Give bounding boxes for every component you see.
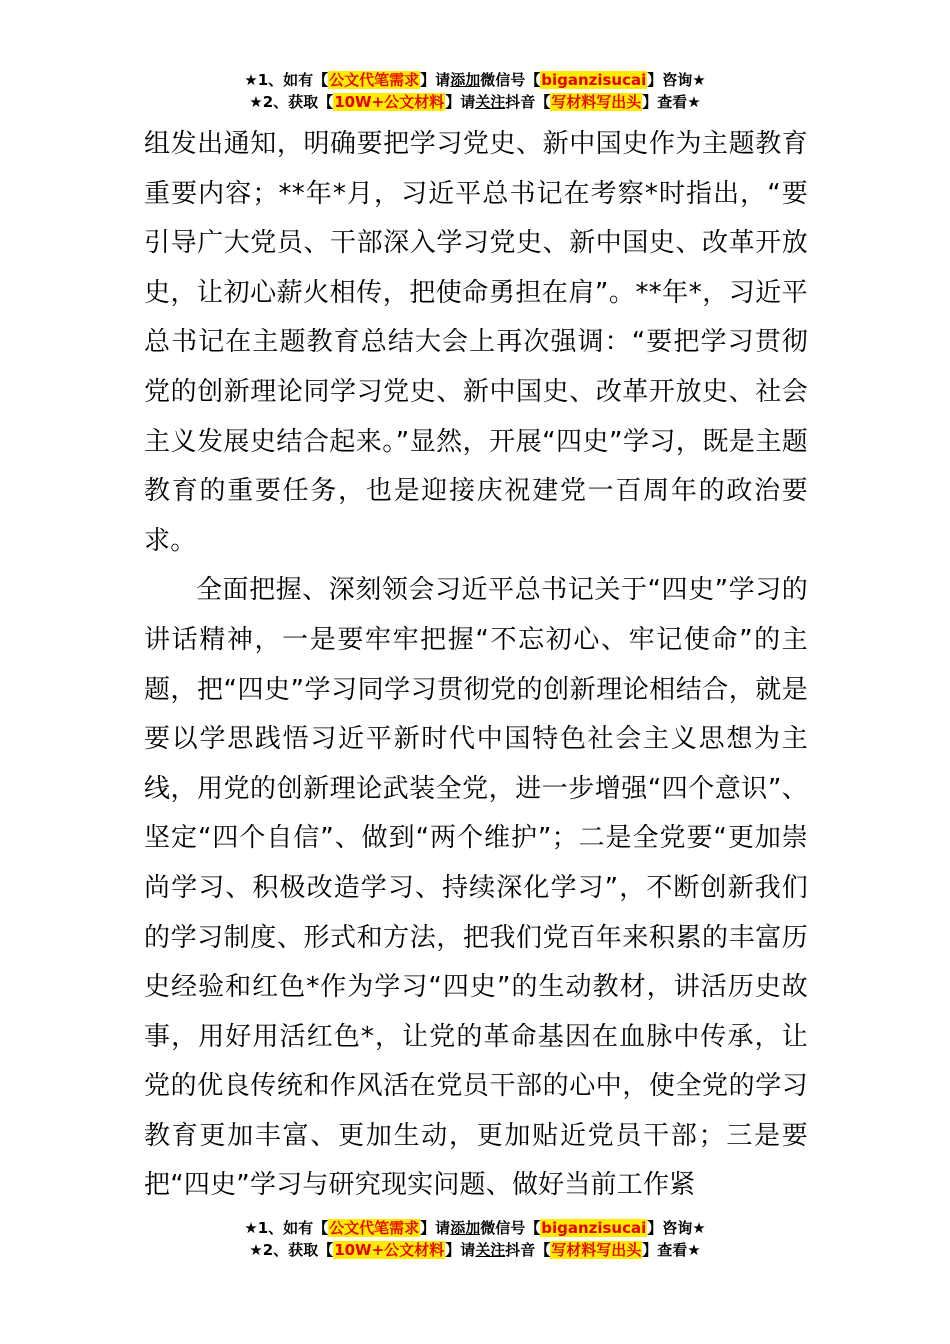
highlight-service: 公文代笔需求 (329, 1219, 420, 1237)
banner-line-2: ★2、获取【10W+公文材料】请关注抖音【写材料写出头】查看★ (249, 93, 701, 111)
highlight-douyin-account: 写材料写出头 (551, 93, 642, 111)
body-paragraph-1: 组发出通知，明确要把学习党史、新中国史作为主题教育重要内容；**年*月，习近平总书记在考察*时指出，“要引导广大党员、干部深入学习党史、新中国史、改革开放史，让初心薪火相传，把使命勇担在肩”。**年*，习近平总书记在主题教育总结大会上再次强调：“要把学习贯彻党的创新理论同学习党史、新中国史、改革开放史、社会主义发展史结合起来。”显然，开展“四史”学习，既是主题教育的重要任务，也是迎接庆祝建党一百周年的政治要求。 (144, 129, 808, 556)
banner-line-1: ★1、如有【公文代笔需求】请添加微信号【biganzisucai】咨询★ (244, 71, 706, 89)
banner-line-2: ★2、获取【10W+公文材料】请关注抖音【写材料写出头】查看★ (249, 1241, 701, 1259)
highlight-wechat-id: biganzisucai (541, 1219, 647, 1237)
header-banner (0, 69, 950, 113)
footer-banner (0, 1217, 950, 1261)
banner-line-1: ★1、如有【公文代笔需求】请添加微信号【biganzisucai】咨询★ (244, 1219, 706, 1237)
highlight-wechat-id: biganzisucai (541, 71, 647, 89)
highlight-materials: 10W+公文材料 (334, 93, 445, 111)
highlight-douyin-account: 写材料写出头 (551, 1241, 642, 1259)
document-body (144, 120, 808, 1211)
body-paragraph-2: 全面把握、深刻领会习近平总书记关于“四史”学习的讲话精神，一是要牢牢把握“不忘初心、牢记使命”的主题，把“四史”学习同学习贯彻党的创新理论相结合，就是要以学思践悟习近平新时代中国特色社会主义思想为主线，用党的创新理论武装全党，进一步增强“四个意识”、坚定“四个自信”、做到“两个维护”；二是全党要“更加崇尚学习、积极改造学习、持续深化学习”，不断创新我们的学习制度、形式和方法，把我们党百年来积累的丰富历史经验和红色*作为学习“四史”的生动教材，讲活历史故事，用好用活红色*，让党的革命基因在血脉中传承，让党的优良传统和作风活在党员干部的心中，使全党的学习教育更加丰富、更加生动，更加贴近党员干部；三是要把“四史”学习与研究现实问题、做好当前工作紧 (144, 575, 808, 1201)
highlight-service: 公文代笔需求 (329, 71, 420, 89)
highlight-materials: 10W+公文材料 (334, 1241, 445, 1259)
